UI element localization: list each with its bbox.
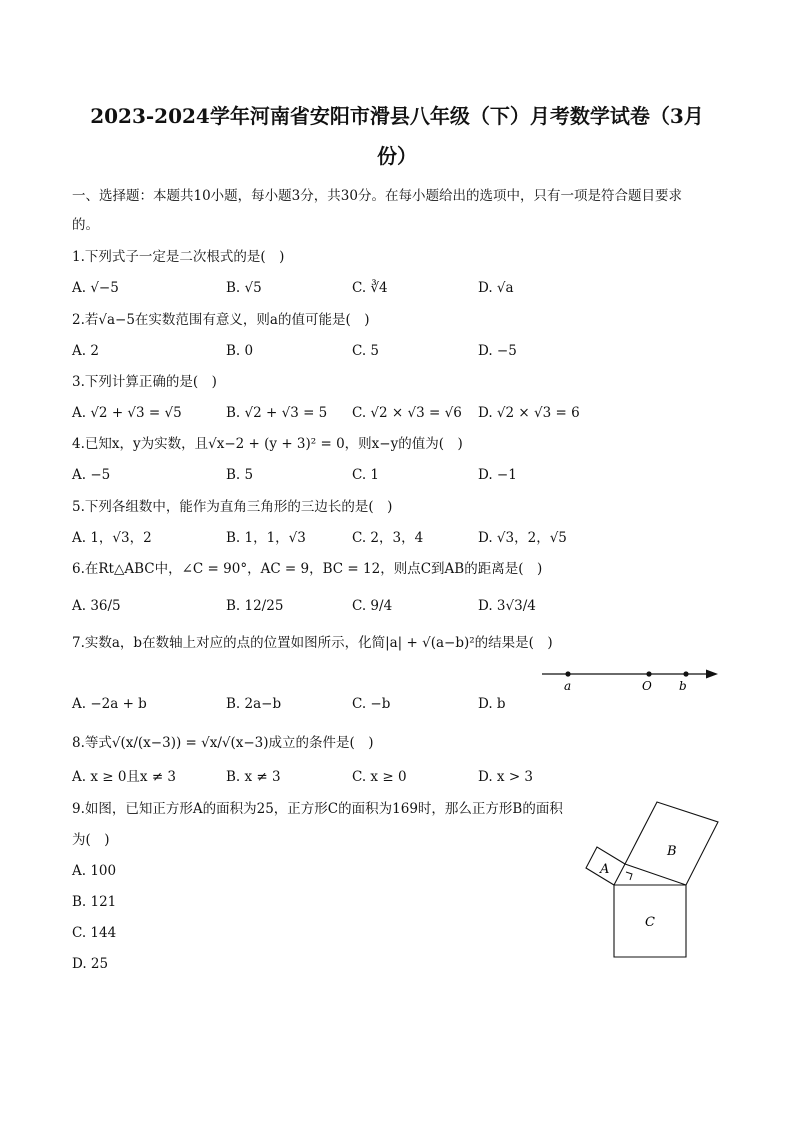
q7-option-b: B. 2a−b <box>226 696 282 712</box>
question-1-stem: 1.下列式子一定是二次根式的是( ) <box>72 249 285 265</box>
number-line-figure <box>538 664 724 694</box>
label-b: b <box>679 679 687 693</box>
q4-option-d: D. −1 <box>478 467 517 483</box>
q2-option-a: A. 2 <box>72 343 99 359</box>
q5-option-a: A. 1，√3，2 <box>72 530 152 546</box>
q3-option-a: A. √2 + √3 = √5 <box>72 405 182 421</box>
q9-option-d: D. 25 <box>72 956 109 972</box>
section-header-line2: 的。 <box>72 217 99 233</box>
exam-title-line2: 份） <box>377 144 417 168</box>
question-5-stem: 5.下列各组数中，能作为直角三角形的三边长的是( ) <box>72 499 393 515</box>
q8-option-b: B. x ≠ 3 <box>226 769 281 785</box>
q7-option-c: C. −b <box>352 696 391 712</box>
q4-option-a: A. −5 <box>72 467 111 483</box>
q3-option-d: D. √2 × √3 = 6 <box>478 405 580 421</box>
section-header-line1: 一、选择题：本题共10小题，每小题3分，共30分。在每小题给出的选项中，只有一项是符合题目要求 <box>72 188 682 204</box>
q3-option-b: B. √2 + √3 = 5 <box>226 405 328 421</box>
point-b <box>683 671 688 676</box>
q2-option-b: B. 0 <box>226 343 254 359</box>
exam-title-line1: 2023-2024学年河南省安阳市滑县八年级（下）月考数学试卷（3月 <box>90 104 704 128</box>
question-2-stem: 2.若√a−5在实数范围有意义，则a的值可能是( ) <box>72 312 370 328</box>
label-square-a: A <box>600 862 610 877</box>
question-4-stem: 4.已知x，y为实数，且√x−2 + (y + 3)² = 0，则x−y的值为( ) <box>72 436 463 452</box>
q8-option-a: A. x ≥ 0且x ≠ 3 <box>72 769 177 785</box>
q7-option-d: D. b <box>478 696 506 712</box>
right-angle-mark <box>626 872 632 880</box>
label-a: a <box>564 679 572 693</box>
q1-option-b: B. √5 <box>226 280 262 296</box>
q9-option-a: A. 100 <box>72 863 117 879</box>
q6-option-c: C. 9/4 <box>352 598 393 614</box>
q3-option-c: C. √2 × √3 = √6 <box>352 405 462 421</box>
q5-option-d: D. √3，2，√5 <box>478 530 567 546</box>
q1-option-d: D. √a <box>478 280 514 296</box>
q9-option-c: C. 144 <box>72 925 117 941</box>
q6-option-b: B. 12/25 <box>226 598 284 614</box>
question-9-stem-line1: 9.如图，已知正方形A的面积为25，正方形C的面积为169时，那么正方形B的面积 <box>72 801 563 817</box>
q2-option-d: D. −5 <box>478 343 517 359</box>
q8-option-d: D. x > 3 <box>478 769 534 785</box>
label-o: O <box>642 679 652 693</box>
q6-option-d: D. 3√3/4 <box>478 598 536 614</box>
q5-option-b: B. 1，1，√3 <box>226 530 306 546</box>
q4-option-b: B. 5 <box>226 467 254 483</box>
q1-option-c: C. ∛4 <box>352 280 388 296</box>
question-8-stem: 8.等式√(x/(x−3)) = √x/√(x−3)成立的条件是( ) <box>72 735 374 751</box>
point-a <box>565 671 570 676</box>
q6-option-a: A. 36/5 <box>72 598 121 614</box>
q1-option-a: A. √−5 <box>72 280 119 296</box>
label-square-b: B <box>667 844 677 859</box>
q4-option-c: C. 1 <box>352 467 380 483</box>
q5-option-c: C. 2，3，4 <box>352 530 424 546</box>
number-line-arrow <box>706 670 718 679</box>
question-9-stem-line2: 为( ) <box>72 832 110 848</box>
question-6-stem: 6.在Rt△ABC中，∠C = 90°，AC = 9，BC = 12，则点C到AB的距离是( ) <box>72 561 543 577</box>
label-square-c: C <box>645 915 655 930</box>
q7-option-a: A. −2a + b <box>72 696 147 712</box>
question-7-stem: 7.实数a，b在数轴上对应的点的位置如图所示，化简|a| + √(a−b)²的结果是( ) <box>72 635 553 651</box>
point-o <box>646 671 651 676</box>
q8-option-c: C. x ≥ 0 <box>352 769 407 785</box>
q2-option-c: C. 5 <box>352 343 380 359</box>
question-3-stem: 3.下列计算正确的是( ) <box>72 374 217 390</box>
squares-figure <box>580 795 730 965</box>
q9-option-b: B. 121 <box>72 894 117 910</box>
